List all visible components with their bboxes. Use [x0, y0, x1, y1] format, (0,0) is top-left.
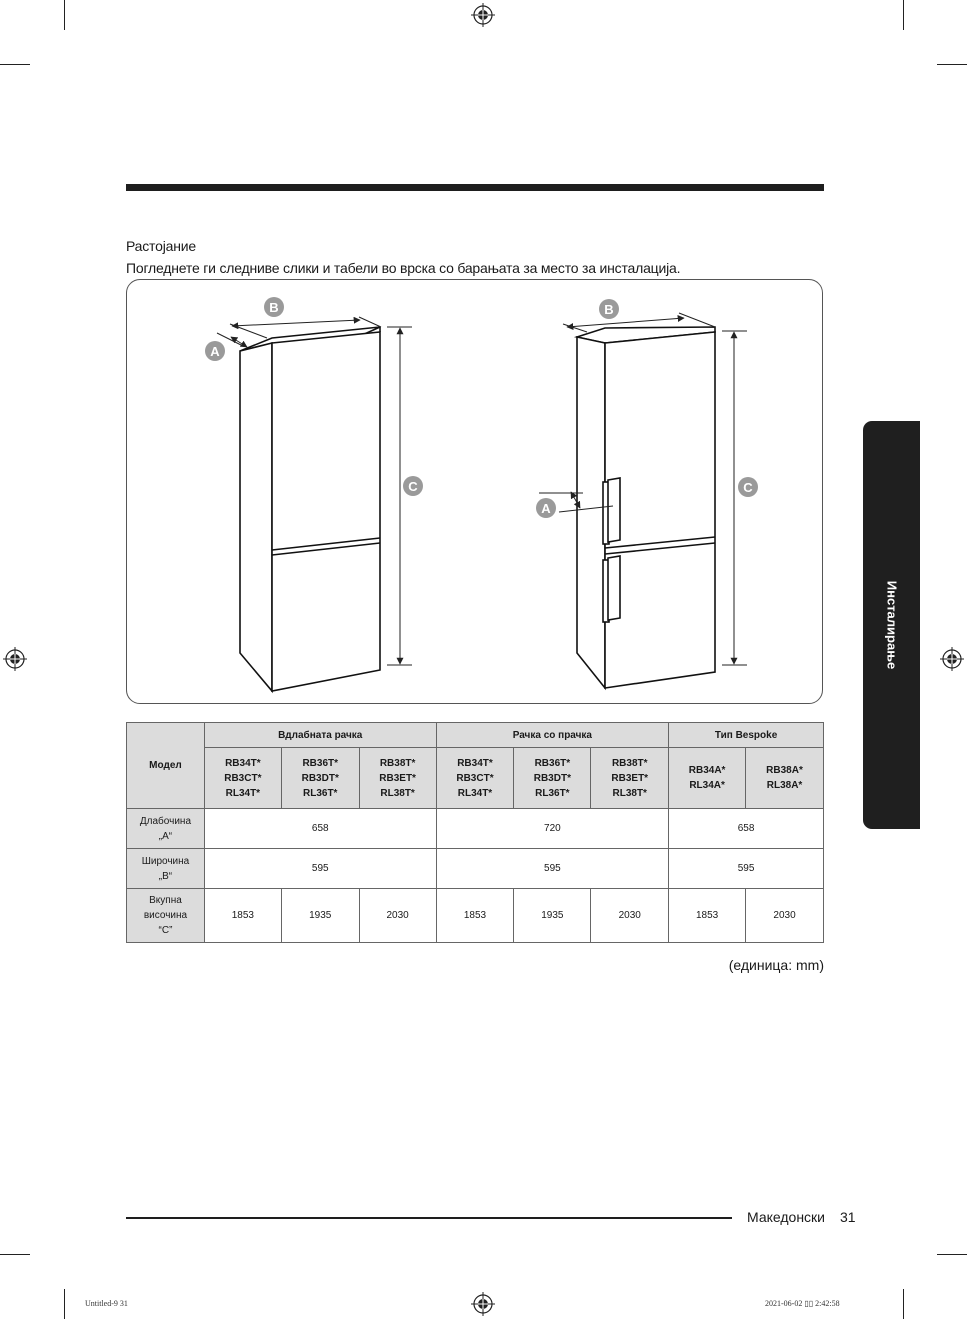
label-c-left	[403, 476, 423, 496]
print-info-right: 2021-06-02 ▯▯ 2:42:58	[765, 1299, 840, 1308]
crop-mark	[0, 1254, 30, 1255]
dimensions-table	[126, 722, 824, 943]
section-intro: Погледнете ги следниве слики и табели во врска со барањата за место за инсталација.	[126, 260, 681, 276]
crop-mark	[937, 1254, 967, 1255]
table-model-cell: RB38T* RB3ET* RL38T*	[359, 748, 436, 809]
footer-language: Македонски	[747, 1209, 825, 1225]
label-b-right	[599, 299, 619, 319]
table-cell: 1853	[669, 889, 746, 943]
section-top-rule	[126, 184, 824, 191]
table-cell: 1935	[281, 889, 359, 943]
table-cell: 1853	[436, 889, 514, 943]
crop-mark	[903, 0, 904, 30]
label-a-right	[536, 498, 556, 518]
crop-mark	[64, 1289, 65, 1319]
dimension-figure	[126, 279, 823, 704]
print-info-left: Untitled-9 31	[85, 1299, 128, 1308]
registration-mark-icon	[471, 1292, 495, 1316]
svg-text:A: A	[210, 344, 220, 359]
table-model-cell: RB38T* RB3ET* RL38T*	[591, 748, 669, 809]
section-heading: Растојание	[126, 238, 196, 254]
crop-mark	[903, 1289, 904, 1319]
registration-mark-icon	[471, 3, 495, 27]
registration-mark-icon	[3, 647, 27, 671]
table-model-cell: RB34T* RB3CT* RL34T*	[436, 748, 514, 809]
svg-text:B: B	[269, 300, 279, 315]
label-a-left	[205, 341, 225, 361]
table-model-cell: RB36T* RB3DT* RL36T*	[514, 748, 591, 809]
table-cell: 658	[669, 809, 824, 849]
label-b-left	[264, 297, 284, 317]
table-cell: 720	[436, 809, 669, 849]
row-label-depth: Длабочина „A“	[127, 809, 205, 849]
fridge-dimension-drawing	[127, 280, 824, 705]
table-group-header: Тип Bespoke	[669, 723, 824, 748]
table-cell: 2030	[359, 889, 436, 943]
crop-mark	[0, 64, 30, 65]
table-model-cell: RB34T* RB3CT* RL34T*	[204, 748, 281, 809]
table-row	[127, 849, 824, 889]
svg-text:C: C	[408, 479, 418, 494]
footer-rule	[126, 1217, 732, 1219]
svg-text:B: B	[604, 302, 614, 317]
crop-mark	[937, 64, 967, 65]
row-label-height: Вкупна височина “C”	[127, 889, 205, 943]
table-row	[127, 809, 824, 849]
table-cell: 658	[204, 809, 436, 849]
crop-mark	[64, 0, 65, 30]
registration-mark-icon	[940, 647, 964, 671]
table-group-header: Рачка со прачка	[436, 723, 669, 748]
unit-note: (единица: mm)	[728, 957, 824, 973]
row-label-width: Широчина „B“	[127, 849, 205, 889]
table-cell: 2030	[591, 889, 669, 943]
svg-text:C: C	[743, 480, 753, 495]
table-model-cell: RB38A* RL38A*	[746, 748, 824, 809]
table-cell: 595	[436, 849, 669, 889]
svg-text:A: A	[541, 501, 551, 516]
table-cell: 595	[669, 849, 824, 889]
chapter-side-tab-label: Инсталирање	[884, 580, 899, 670]
table-group-header: Вдлабната рачка	[204, 723, 436, 748]
table-header-model: Модел	[127, 723, 205, 809]
table-model-cell: RB36T* RB3DT* RL36T*	[281, 748, 359, 809]
label-c-right	[738, 477, 758, 497]
chapter-side-tab	[863, 421, 920, 829]
table-cell: 1935	[514, 889, 591, 943]
table-model-cell: RB34A* RL34A*	[669, 748, 746, 809]
page-number: 31	[840, 1209, 856, 1225]
table-cell: 2030	[746, 889, 824, 943]
left-fridge	[240, 327, 380, 691]
table-row	[127, 889, 824, 943]
table-cell: 1853	[204, 889, 281, 943]
table-cell: 595	[204, 849, 436, 889]
